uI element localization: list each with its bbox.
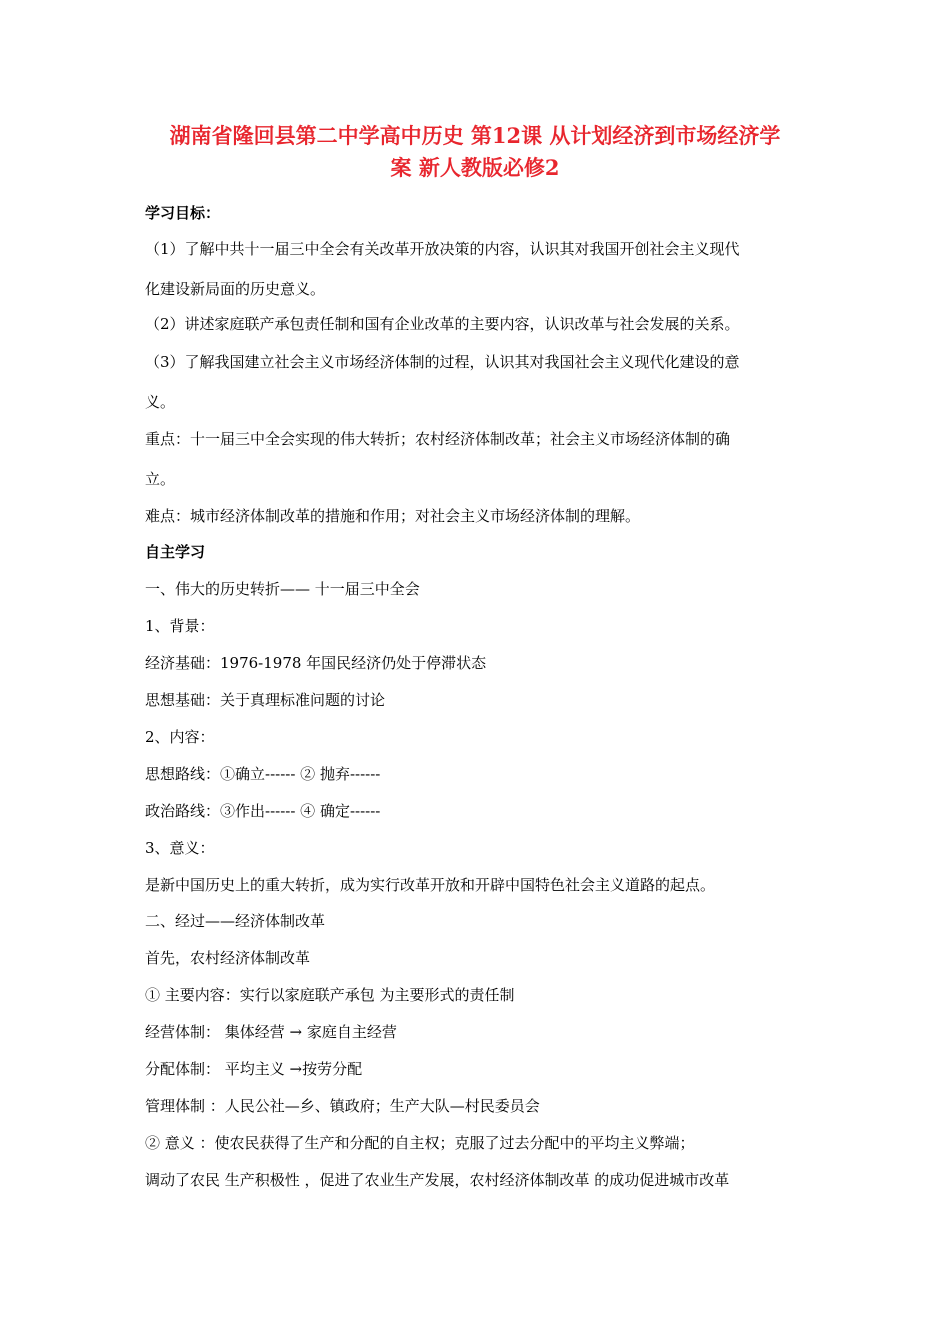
first-rural-line: 首先，农村经济体制改革 — [145, 949, 311, 967]
objective2-line: （2）讲述家庭联产承包责任制和国有企业改革的主要内容，认识改革与社会发展的关系。 — [145, 315, 740, 333]
objective3-line2: 义。 — [145, 393, 176, 411]
economic-basis-line: 经济基础：1976-1978 年国民经济仍处于停滞状态 — [145, 654, 487, 672]
key-points-line2: 立。 — [145, 470, 176, 488]
difficult-points-line: 难点：城市经济体制改革的措施和作用；对社会主义市场经济体制的理解。 — [145, 507, 641, 525]
self-study-heading: 自主学习 — [145, 543, 206, 561]
main-content-line: ① 主要内容：实行以家庭联产承包 为主要形式的责任制 — [145, 986, 515, 1004]
key-points-line1: 重点：十一届三中全会实现的伟大转折；农村经济体制改革；社会主义市场经济体制的确 — [145, 430, 731, 448]
political-line: 政治路线：③作出------ ④ 确定------ — [145, 802, 381, 820]
background-heading: 1、背景： — [145, 617, 215, 635]
significance-heading: 3、意义： — [145, 839, 215, 857]
operation-system-line: 经营体制： 集体经营 → 家庭自主经营 — [145, 1023, 397, 1041]
section1-title: 一、伟大的历史转折—— 十一届三中全会 — [145, 580, 420, 598]
objectives-heading: 学习目标： — [145, 204, 221, 222]
objective1-line2: 化建设新局面的历史意义。 — [145, 280, 326, 298]
ideological-line: 思想路线：①确立------ ② 抛弃------ — [145, 765, 381, 783]
rural-significance-line2: 调动了农民 生产积极性 ，促进了农业生产发展，农村经济体制改革 的成功促进城市改革 — [145, 1171, 730, 1189]
distribution-system-line: 分配体制： 平均主义 →按劳分配 — [145, 1060, 363, 1078]
objective1-line1: （1）了解中共十一届三中全会有关改革开放决策的内容，认识其对我国开创社会主义现代 — [145, 240, 740, 258]
section2-title: 二、经过——经济体制改革 — [145, 912, 326, 930]
objective3-line1: （3）了解我国建立社会主义市场经济体制的过程，认识其对我国社会主义现代化建设的意 — [145, 353, 740, 371]
ideological-basis-line: 思想基础：关于真理标准问题的讨论 — [145, 691, 386, 709]
content-heading: 2、内容： — [145, 728, 215, 746]
rural-significance-line1: ② 意义 ：使农民获得了生产和分配的自主权；克服了过去分配中的平均主义弊端； — [145, 1134, 695, 1152]
document-title-line1: 湖南省隆回县第二中学高中历史 第12课 从计划经济到市场经济学 — [169, 123, 781, 148]
management-system-line: 管理体制 ：人民公社—乡、镇政府；生产大队—村民委员会 — [145, 1097, 540, 1115]
significance-text-line: 是新中国历史上的重大转折，成为实行改革开放和开辟中国特色社会主义道路的起点。 — [145, 876, 716, 894]
document-title-line2: 案 新人教版必修2 — [390, 155, 560, 180]
